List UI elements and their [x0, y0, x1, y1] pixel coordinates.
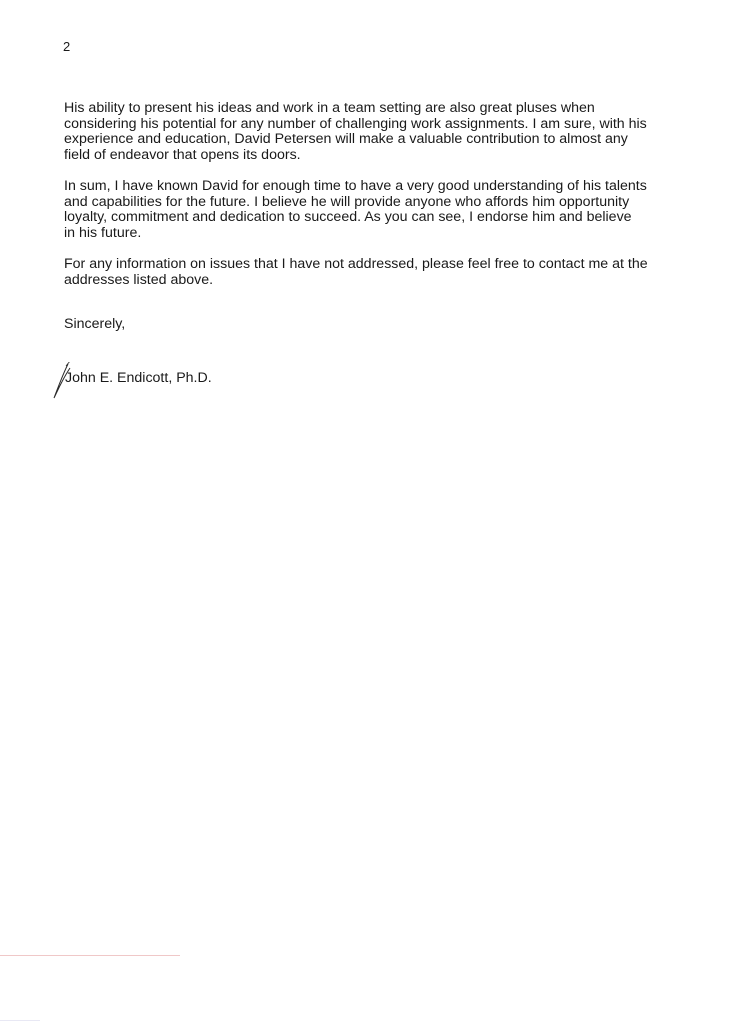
paragraph-line: His ability to present his ideas and work in a team setting are also great pluses when: [64, 100, 595, 116]
paragraph-line: loyalty, commitment and dedication to succeed. As you can see, I endorse him and believe: [64, 209, 632, 226]
paragraph-line: and capabilities for the future. I believe he will provide anyone who affords him opportunity: [64, 193, 630, 210]
paragraph-line: experience and education, David Petersen will make a valuable contribution to almost any: [64, 131, 628, 148]
letter-body: [64, 101, 684, 304]
paragraph-line: In sum, I have known David for enough time to have a very good understanding of his talents: [64, 177, 647, 194]
paragraph-line: For any information on issues that I have not addressed, please feel free to contact me at the: [64, 255, 648, 272]
signer-name: John E. Endicott, Ph.D.: [65, 370, 212, 386]
closing-salutation: Sincerely,: [64, 316, 126, 332]
paragraph-2: [64, 179, 684, 241]
paragraph-line: in his future.: [64, 224, 142, 241]
paragraph-3: [64, 257, 684, 288]
scan-line-decoration: [0, 955, 180, 956]
paragraph-line: considering his potential for any number of challenging work assignments. I am sure, with his: [64, 115, 647, 132]
signature-block: [52, 362, 272, 402]
scan-line-decoration: [0, 1020, 40, 1021]
paragraph-1: [64, 101, 684, 163]
page-number: 2: [63, 39, 71, 54]
paragraph-line: field of endeavor that opens its doors.: [64, 146, 301, 163]
paragraph-line: addresses listed above.: [64, 271, 214, 288]
